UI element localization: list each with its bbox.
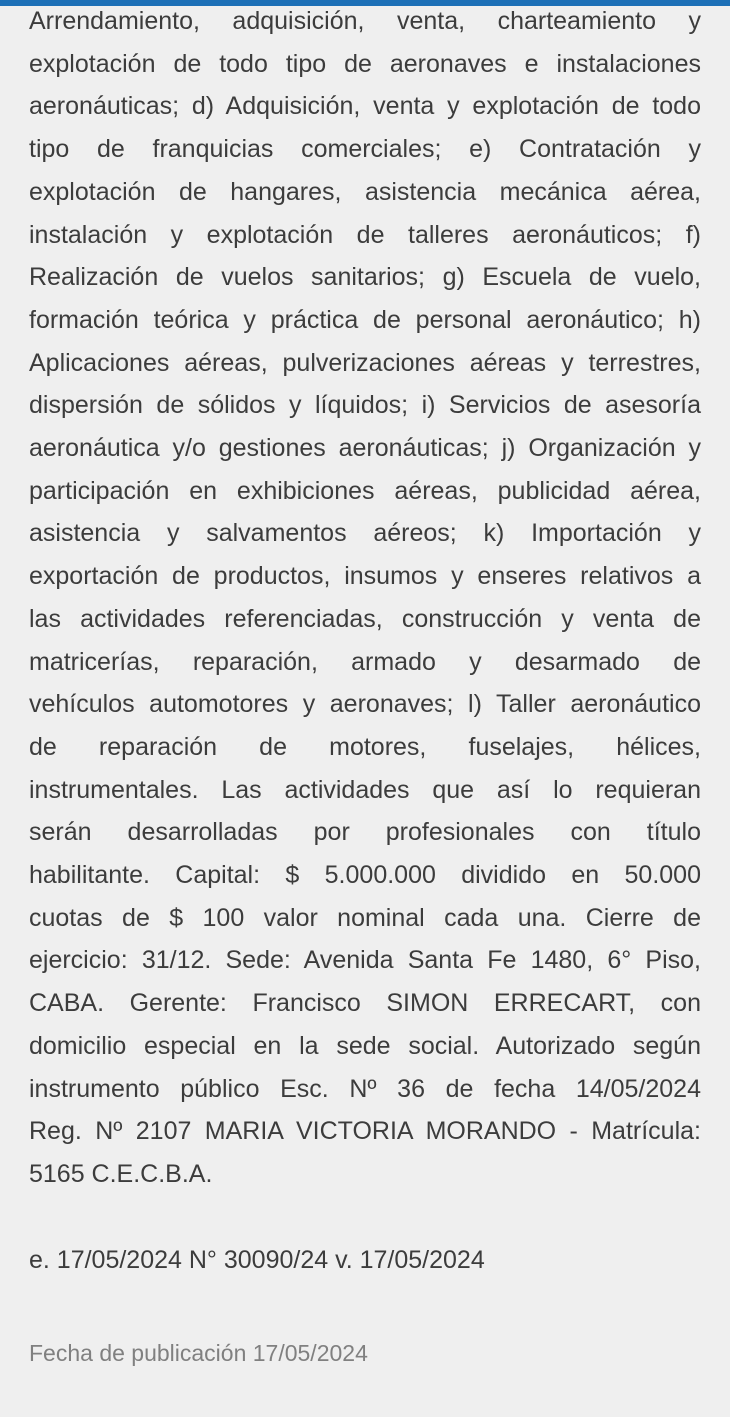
notice-line: de reparación de motores, fuselajes, hélices, bbox=[29, 732, 701, 761]
notice-line: tipo de franquicias comerciales; e) Contratación y bbox=[29, 135, 701, 164]
notice-line: cuotas de $ 100 valor nominal cada una. Cierre de bbox=[29, 903, 701, 932]
notice-line: aeronáutica y/o gestiones aeronáuticas; j) Organización y bbox=[29, 434, 701, 463]
notice-line: explotación de todo tipo de aeronaves e instalaciones bbox=[29, 49, 701, 78]
notice-line: Reg. Nº 2107 MARIA VICTORIA MORANDO - Matrícula: bbox=[29, 1117, 701, 1146]
notice-line: CABA. Gerente: Francisco SIMON ERRECART, con bbox=[29, 989, 701, 1018]
notice-reference: e. 17/05/2024 N° 30090/24 v. 17/05/2024 bbox=[29, 1246, 485, 1274]
notice-line: ejercicio: 31/12. Sede: Avenida Santa Fe 1480, 6° Piso, bbox=[29, 946, 701, 975]
publication-date: Fecha de publicación 17/05/2024 bbox=[29, 1340, 368, 1366]
notice-line: exportación de productos, insumos y enseres relativos a bbox=[29, 562, 701, 591]
notice-line: habilitante. Capital: $ 5.000.000 dividido en 50.000 bbox=[29, 861, 701, 890]
notice-line: las actividades referenciadas, construcción y venta de bbox=[29, 604, 701, 633]
notice-line: dispersión de sólidos y líquidos; i) Servicios de asesoría bbox=[29, 391, 701, 420]
notice-body bbox=[29, 0, 701, 1196]
notice-line: instalación y explotación de talleres aeronáuticos; f) bbox=[29, 220, 701, 249]
notice-line: domicilio especial en la sede social. Autorizado según bbox=[29, 1031, 701, 1060]
notice-article bbox=[29, 0, 701, 1196]
notice-line: aeronáuticas; d) Adquisición, venta y explotación de todo bbox=[29, 92, 701, 121]
notice-line: serán desarrolladas por profesionales con título bbox=[29, 818, 701, 847]
notice-line: asistencia y salvamentos aéreos; k) Importación y bbox=[29, 519, 701, 548]
notice-line: Aplicaciones aéreas, pulverizaciones aéreas y terrestres, bbox=[29, 348, 701, 377]
notice-line: Arrendamiento, adquisición, venta, charteamiento y bbox=[29, 7, 701, 35]
notice-line: 5165 C.E.C.B.A. bbox=[29, 1159, 213, 1188]
notice-line: instrumento público Esc. Nº 36 de fecha 14/05/2024 bbox=[29, 1074, 701, 1103]
notice-line: matricerías, reparación, armado y desarmado de bbox=[29, 647, 701, 676]
notice-line: formación teórica y práctica de personal aeronáutico; h) bbox=[29, 305, 701, 334]
notice-line: vehículos automotores y aeronaves; l) Taller aeronáutico bbox=[29, 690, 701, 719]
notice-line: instrumentales. Las actividades que así lo requieran bbox=[29, 775, 701, 804]
notice-line: participación en exhibiciones aéreas, publicidad aérea, bbox=[29, 476, 701, 505]
notice-line: explotación de hangares, asistencia mecánica aérea, bbox=[29, 177, 701, 206]
notice-line: Realización de vuelos sanitarios; g) Escuela de vuelo, bbox=[29, 263, 701, 292]
